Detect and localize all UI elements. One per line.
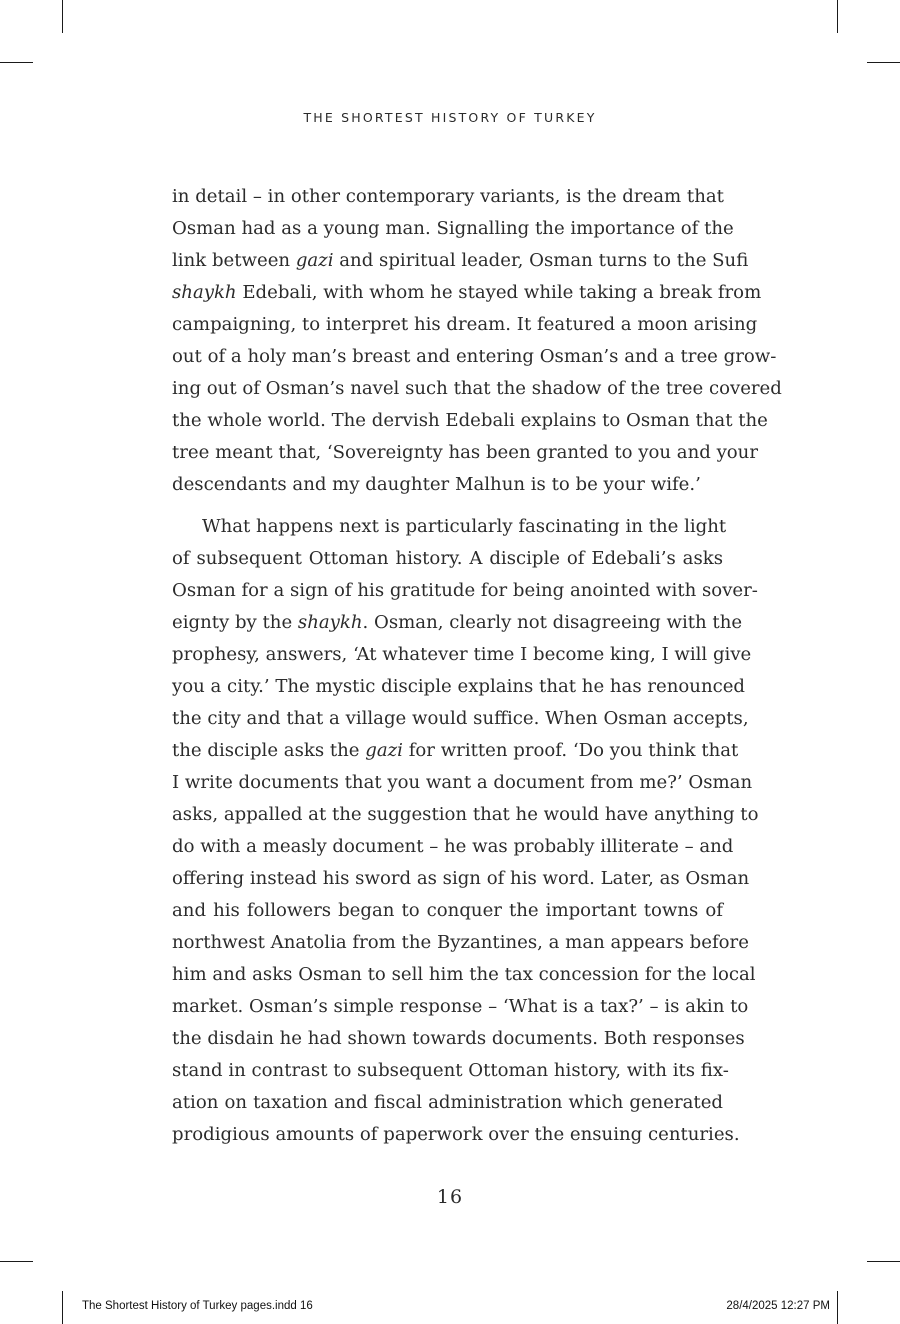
body-text [172,181,782,1151]
paragraph-1 [172,181,782,501]
text-line: him and asks Osman to sell him the tax concession for the local [172,964,756,985]
italic-term: gazi [365,740,403,761]
crop-mark-bottom-right [837,1291,838,1324]
text-line: prophesy, answers, ‘At whatever time I become king, I will give [172,644,752,665]
text-line: prodigious amounts of paperwork over the ensuing centuries. [172,1124,740,1145]
crop-mark-bottom-left [62,1291,63,1324]
crop-mark-top-right [837,0,838,33]
text-line: the whole world. The dervish Edebali explains to Osman that the [172,410,768,431]
text-line: What happens next is particularly fascinating in the light [202,516,727,537]
text-line: you a city.’ The mystic disciple explains that he has renounced [172,676,746,697]
crop-mark-right-bottom [867,1261,900,1262]
text-line: offering instead his sword as sign of his word. Later, as Osman [172,868,750,889]
text-line: campaigning, to interpret his dream. It featured a moon arising [172,314,758,335]
text-line: of subsequent Ottoman history. A disciple of Edebali’s asks [172,548,723,569]
italic-term: gazi [295,250,334,271]
crop-mark-left-top [0,62,33,63]
text-line: ing out of Osman’s navel such that the shadow of the tree covered [172,378,782,399]
slug-file-name: The Shortest History of Turkey pages.indd 16 [82,1300,313,1312]
text-line: tree meant that, ‘Sovereignty has been granted to you and your [172,442,758,463]
text-line: I write documents that you want a document from me?’ Osman [172,772,753,793]
text-line: do with a measly document – he was probably illiterate – and [172,836,734,857]
crop-mark-right-top [867,62,900,63]
text-line: Osman for a sign of his gratitude for being anointed with sover- [172,580,758,601]
text-line: descendants and my daughter Malhun is to be your wife.’ [172,474,701,495]
text-line: ation on taxation and fiscal administration which generated [172,1092,723,1113]
text-line: stand in contrast to subsequent Ottoman history, with its fix- [172,1060,729,1081]
text-line: market. Osman’s simple response – ‘What is a tax?’ – is akin to [172,996,749,1017]
text-line: shaykh Edebali, with whom he stayed while taking a break from [172,282,762,303]
text-line: eignty by the shaykh. Osman, clearly not disagreeing with the [172,612,743,633]
text-line: Osman had as a young man. Signalling the importance of the [172,218,734,239]
text-line: the city and that a village would suffice. When Osman accepts, [172,708,749,729]
page-number: 16 [436,1186,464,1208]
italic-term: shaykh [172,282,237,303]
text-line: link between gazi and spiritual leader, Osman turns to the Sufi [172,250,749,271]
text-line: out of a holy man’s breast and entering Osman’s and a tree grow- [172,346,777,367]
text-line: the disdain he had shown towards documents. Both responses [172,1028,745,1049]
text-line: and his followers began to conquer the important towns of [172,900,723,921]
running-head: THE SHORTEST HISTORY OF TURKEY [303,110,597,125]
crop-mark-top-left [62,0,63,33]
text-line: the disciple asks the gazi for written proof. ‘Do you think that [172,740,739,761]
italic-term: shaykh [297,612,363,633]
text-line: asks, appalled at the suggestion that he would have anything to [172,804,759,825]
slug-timestamp: 28/4/2025 12:27 PM [726,1300,830,1312]
crop-mark-left-bottom [0,1261,33,1262]
paragraph-2 [172,511,759,1151]
text-line: northwest Anatolia from the Byzantines, a man appears before [172,932,749,953]
text-line: in detail – in other contemporary variants, is the dream that [172,186,724,207]
